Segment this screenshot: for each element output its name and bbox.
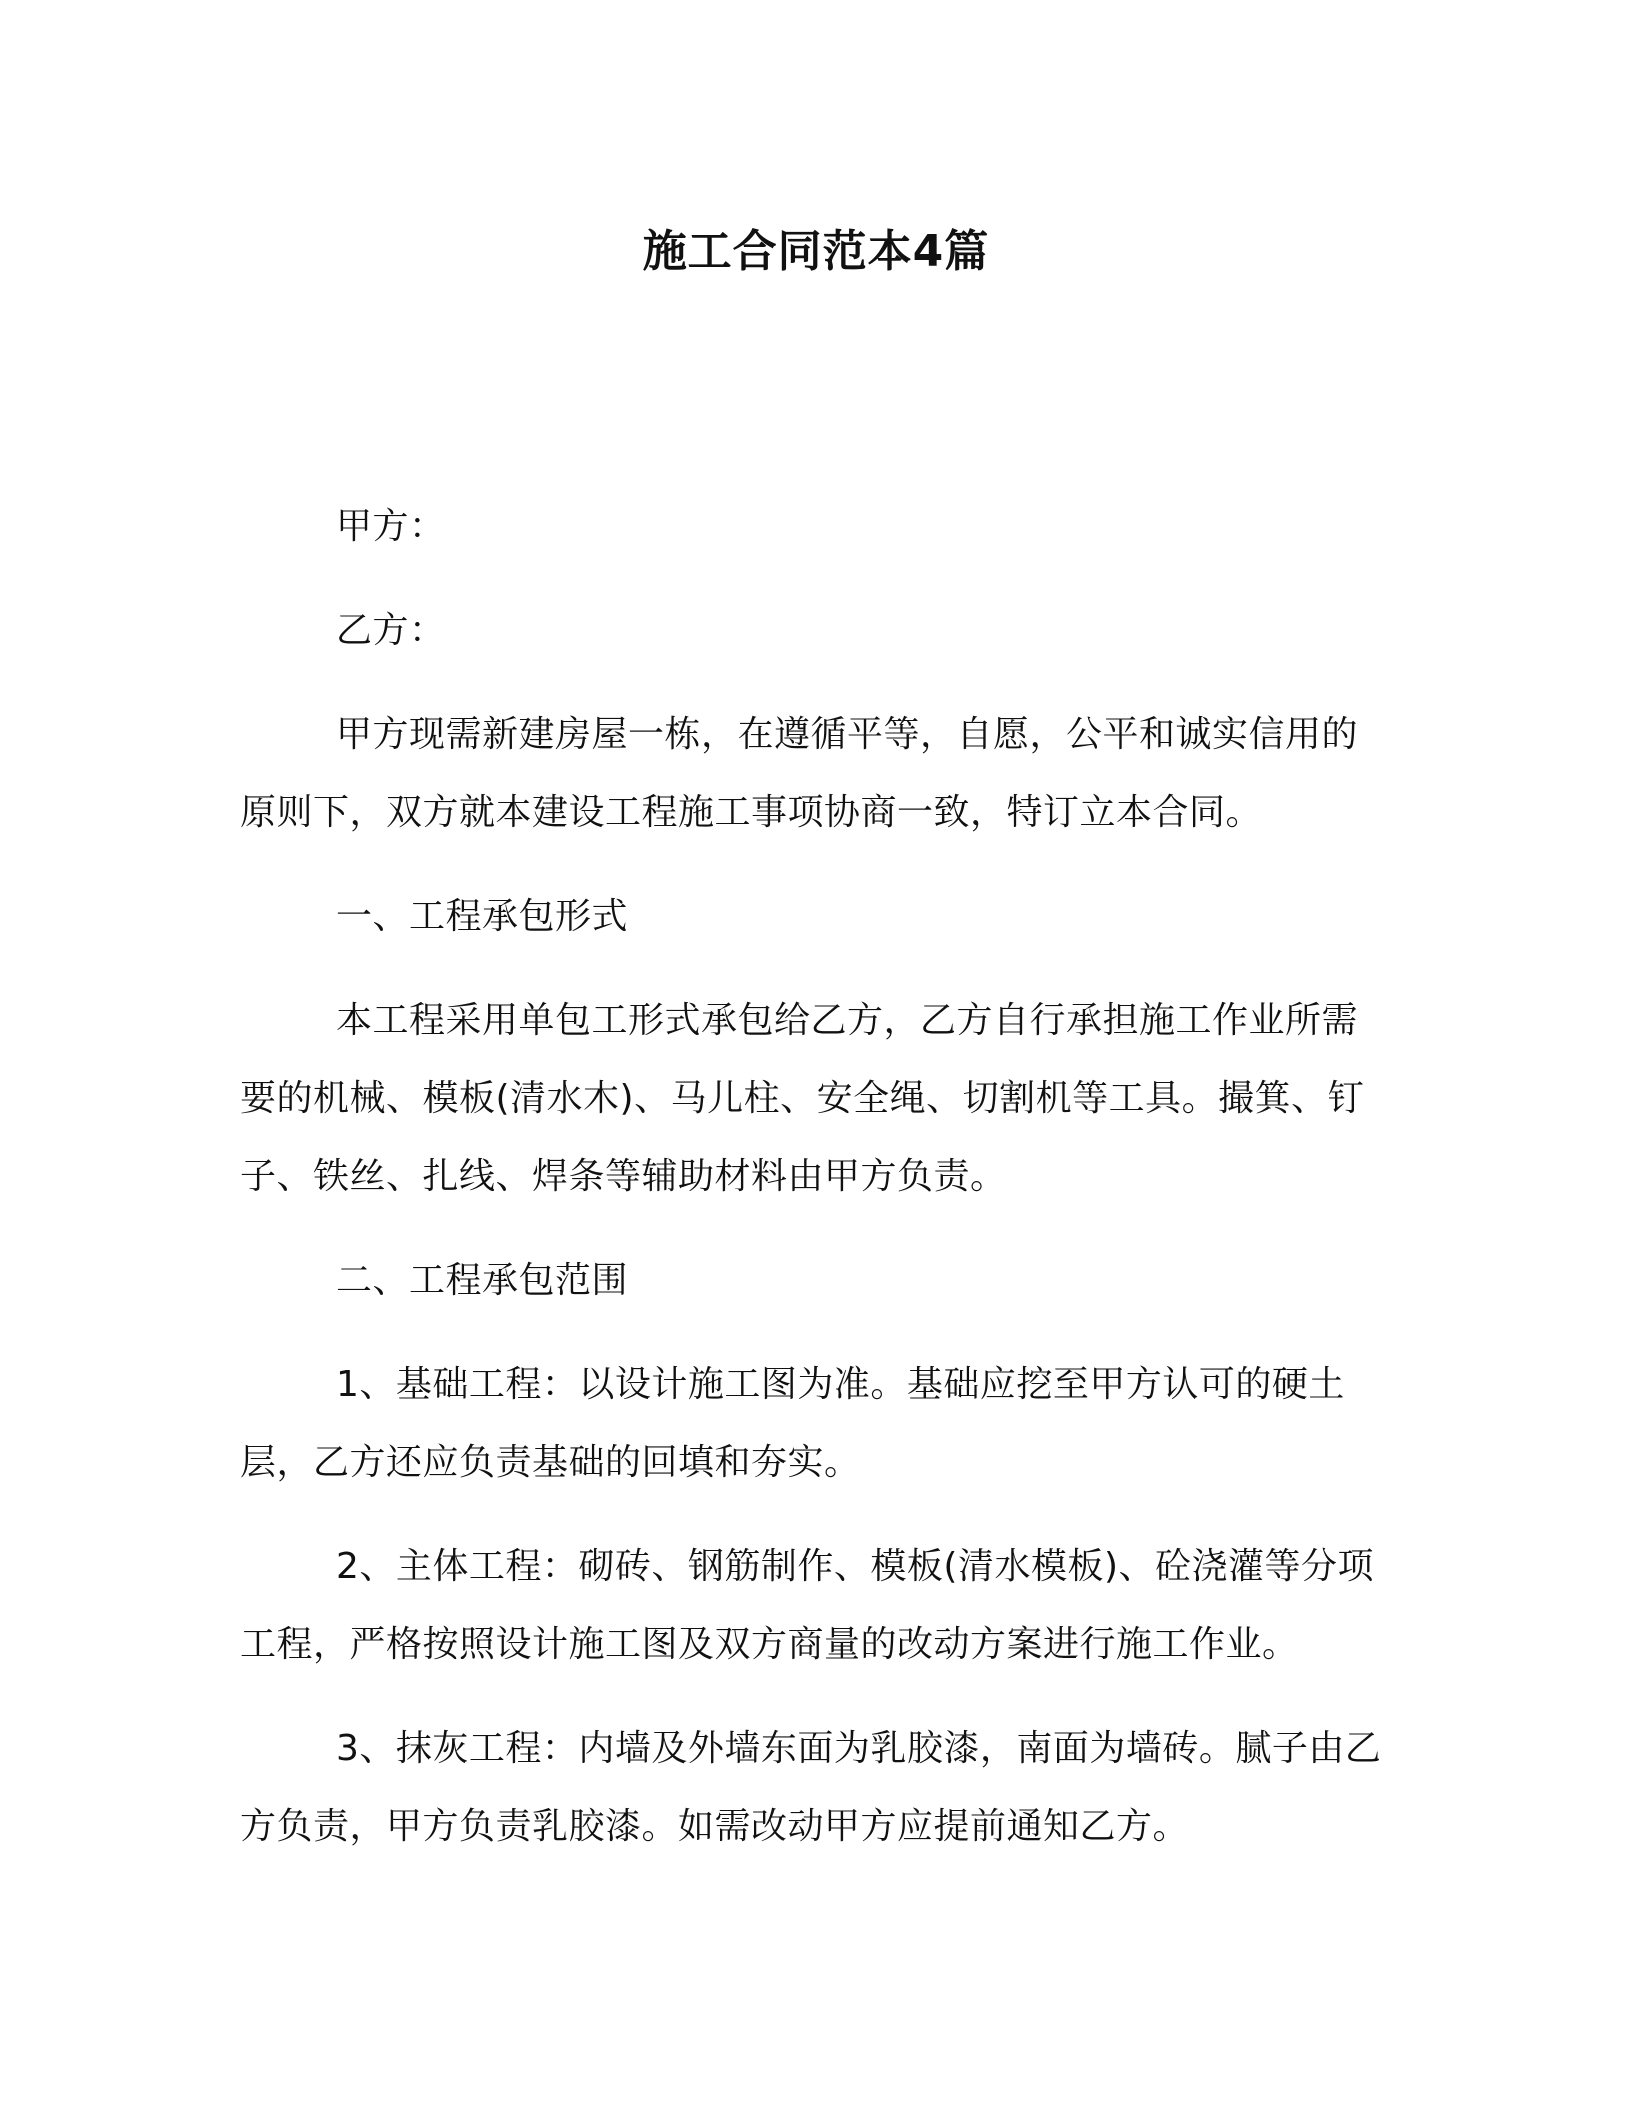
- contract-form-paragraph: 本工程采用单包工形式承包给乙方，乙方自行承担施工作业所需要的机械、模板(清水木)、马儿柱、安全绳、切割机等工具。撮箕、钉子、铁丝、扎线、焊条等辅助材料由甲方负责。: [240, 1000, 1365, 1197]
- section-heading-contract-form: 一、工程承包形式: [336, 896, 629, 937]
- party-b-line: 乙方：: [336, 610, 446, 651]
- scope-item-main-structure: 2、主体工程：砌砖、钢筋制作、模板(清水模板)、砼浇灌等分项工程，严格按照设计施工图及双方商量的改动方案进行施工作业。: [240, 1546, 1374, 1665]
- intro-paragraph: 甲方现需新建房屋一栋，在遵循平等，自愿，公平和诚实信用的原则下，双方就本建设工程施工事项协商一致，特订立本合同。: [240, 714, 1359, 833]
- section-heading-contract-scope: 二、工程承包范围: [336, 1260, 629, 1301]
- document-title: 施工合同范本4篇: [642, 226, 990, 277]
- document-body: [240, 488, 1392, 1866]
- scope-item-plastering: 3、抹灰工程：内墙及外墙东面为乳胶漆，南面为墙砖。腻子由乙方负责，甲方负责乳胶漆。如需改动甲方应提前通知乙方。: [240, 1728, 1382, 1847]
- party-a-line: 甲方：: [336, 506, 446, 547]
- scope-item-foundation: 1、基础工程：以设计施工图为准。基础应挖至甲方认可的硬土层，乙方还应负责基础的回填和夯实。: [240, 1364, 1345, 1483]
